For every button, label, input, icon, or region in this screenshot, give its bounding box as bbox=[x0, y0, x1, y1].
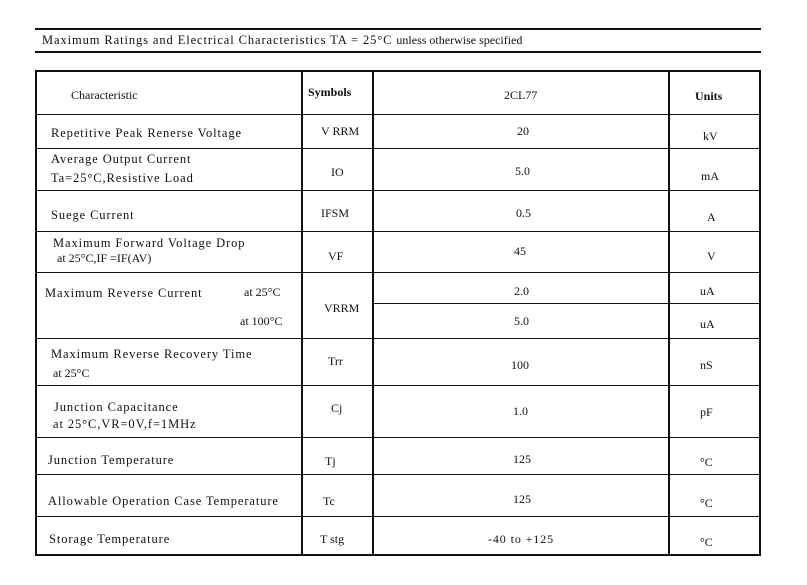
value-cell: 100 bbox=[511, 358, 529, 372]
unit-cell: °C bbox=[700, 496, 713, 510]
characteristic-condition: at 25°C,IF =IF(AV) bbox=[57, 251, 152, 265]
header-top-rule bbox=[35, 28, 761, 30]
symbol-cell: V RRM bbox=[321, 124, 360, 138]
characteristic-condition: at 25°C bbox=[53, 366, 90, 380]
symbol-cell: IO bbox=[331, 165, 344, 179]
column-divider bbox=[372, 72, 374, 554]
ratings-table bbox=[35, 70, 761, 556]
characteristic-label: Junction Temperature bbox=[48, 453, 175, 467]
value-cell: 125 bbox=[513, 492, 531, 506]
header-symbols: Symbols bbox=[308, 85, 352, 99]
unit-cell: V bbox=[707, 249, 716, 263]
row-divider bbox=[37, 516, 759, 517]
condition-100c: at 100°C bbox=[240, 314, 283, 328]
unit-cell: °C bbox=[700, 455, 713, 469]
value-cell: 1.0 bbox=[513, 404, 528, 418]
symbol-cell: IFSM bbox=[321, 206, 350, 220]
unit-cell: kV bbox=[703, 129, 718, 143]
symbol-cell: Trr bbox=[328, 354, 343, 368]
value-cell-25c: 2.0 bbox=[514, 284, 529, 298]
characteristic-condition: at 25°C,VR=0V,f=1MHz bbox=[53, 417, 197, 431]
header-bottom-rule bbox=[35, 51, 761, 53]
unit-cell-25c: uA bbox=[700, 284, 715, 298]
unit-cell: nS bbox=[700, 358, 713, 372]
column-divider bbox=[301, 72, 303, 554]
characteristic-label: Junction Capacitance bbox=[54, 400, 179, 414]
characteristic-label: Repetitive Peak Renerse Voltage bbox=[51, 126, 242, 140]
unit-cell: A bbox=[707, 210, 716, 224]
header-part-number: 2CL77 bbox=[504, 88, 538, 102]
value-cell: 5.0 bbox=[515, 164, 530, 178]
characteristic-label: Maximum Reverse Recovery Time bbox=[51, 347, 253, 361]
document-title bbox=[42, 33, 522, 48]
row-divider bbox=[37, 190, 759, 191]
row-divider bbox=[37, 385, 759, 386]
unit-cell-100c: uA bbox=[700, 317, 715, 331]
value-cell: 125 bbox=[513, 452, 531, 466]
sub-row-divider bbox=[372, 303, 759, 304]
characteristic-label: Suege Current bbox=[51, 208, 135, 222]
characteristic-label: Average Output Current bbox=[51, 152, 192, 166]
unit-cell: pF bbox=[700, 405, 713, 419]
characteristic-label: Allowable Operation Case Temperature bbox=[48, 494, 279, 508]
unit-cell: °C bbox=[700, 535, 713, 549]
header-characteristic: Characteristic bbox=[71, 88, 138, 102]
title-text: Maximum Ratings and Electrical Characteristics TA = 25°C bbox=[42, 33, 393, 47]
symbol-cell: VRRM bbox=[324, 301, 360, 315]
header-units: Units bbox=[695, 89, 723, 103]
column-divider bbox=[668, 72, 670, 554]
row-divider bbox=[37, 338, 759, 339]
characteristic-label: Storage Temperature bbox=[49, 532, 171, 546]
value-cell-100c: 5.0 bbox=[514, 314, 529, 328]
row-divider bbox=[37, 148, 759, 149]
characteristic-label: Maximum Forward Voltage Drop bbox=[53, 236, 246, 250]
value-cell: -40 to +125 bbox=[488, 532, 554, 546]
row-divider bbox=[37, 231, 759, 232]
value-cell: 0.5 bbox=[516, 206, 531, 220]
title-condition: unless otherwise specified bbox=[396, 33, 523, 47]
condition-25c: at 25°C bbox=[244, 285, 281, 299]
symbol-cell: T stg bbox=[320, 532, 345, 546]
row-divider bbox=[37, 437, 759, 438]
symbol-cell: Tc bbox=[323, 494, 335, 508]
characteristic-label: Maximum Reverse Current bbox=[45, 286, 203, 300]
symbol-cell: Tj bbox=[325, 454, 336, 468]
unit-cell: mA bbox=[701, 169, 719, 183]
row-divider bbox=[37, 272, 759, 273]
symbol-cell: Cj bbox=[331, 401, 343, 415]
value-cell: 20 bbox=[517, 124, 529, 138]
row-divider bbox=[37, 474, 759, 475]
symbol-cell: VF bbox=[328, 249, 344, 263]
value-cell: 45 bbox=[514, 244, 526, 258]
characteristic-condition: Ta=25°C,Resistive Load bbox=[51, 171, 194, 185]
row-divider bbox=[37, 114, 759, 115]
